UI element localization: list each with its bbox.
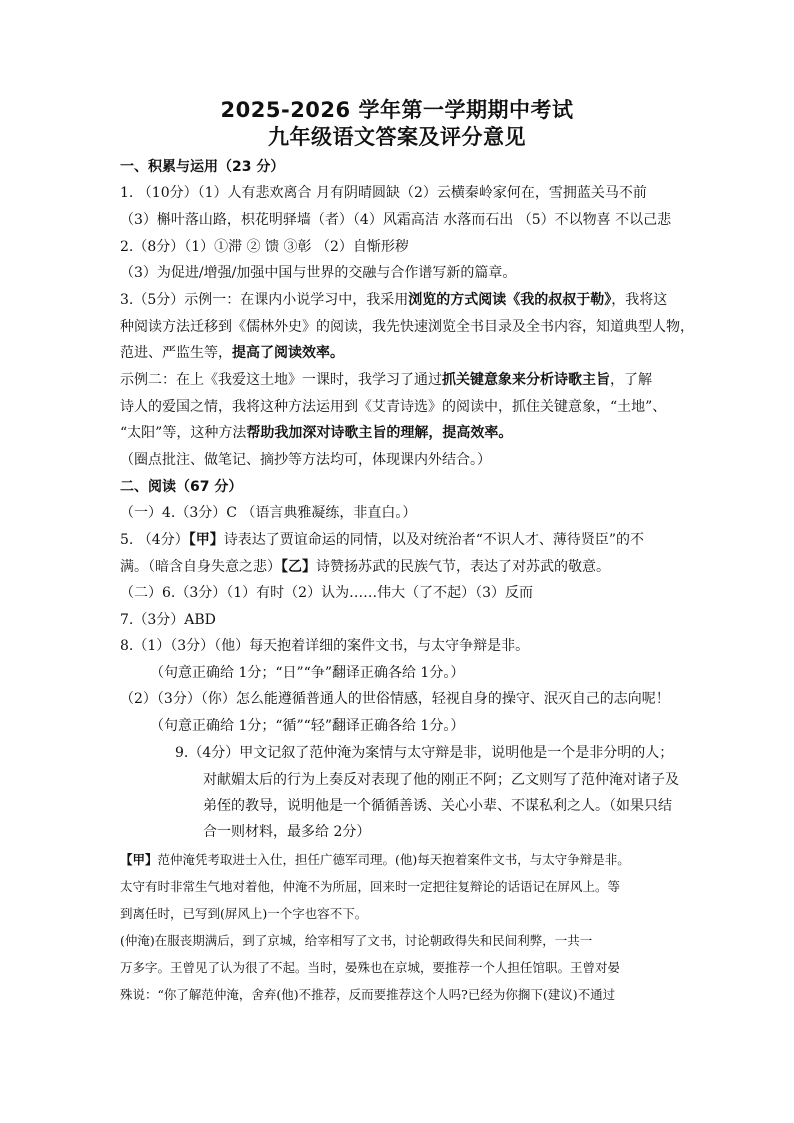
q5-line1: [120, 531, 644, 549]
exam-title: 2025-2026 学年第一学期期中考试: [220, 98, 574, 122]
q9-line4: 合一则材料，最多给 2分）: [203, 824, 371, 840]
q2-line2: （3）为促进/增强/加强中国与世界的交融与合作谱写新的篇章。: [120, 265, 517, 281]
translation-line5: 万多字。王曾见了认为很了不起。当时，晏殊也在京城，要推荐一个人担任馆职。王曾对晏: [120, 960, 621, 975]
q5-line2-a: 满。（暗含自身失意之悲）: [120, 559, 281, 575]
section1-heading: 一、积累与运用（23 分）: [120, 159, 285, 175]
q3-line1: [120, 291, 667, 309]
q5-line2-b: 诗赞扬苏武的民族气节，表达了对苏武的敬意。: [316, 559, 610, 575]
q9-line2: 对献媚太后的行为上奏反对表现了他的刚正不阿；乙文则写了范仲淹对诸子及: [203, 772, 679, 788]
q1-line2: （3）槲叶落山路，枳花明驿墙（者）（4）风霜高洁 水落而石出 （5）不以物喜 不以己悲: [120, 212, 672, 228]
q3-line5: 诗人的爱国之情，我将这种方法运用到《艾青诗选》的阅读中，抓住关键意象，“土地”、: [120, 399, 667, 415]
translation-line4: (仲淹)在服丧期满后，到了京城，给宰相写了文书，讨论朝政得失和民间利弊，一共一: [120, 933, 593, 948]
q8-line1: 8.（1）（3分）（他）每天抱着详细的案件文书，与太守争辩是非。: [120, 638, 530, 654]
q3-line2: 种阅读方法迁移到《儒林外史》的阅读，我先快速浏览全书目录及全书内容，知道典型人物，: [120, 319, 694, 335]
q5-line1-a: 5. （4分）: [120, 532, 189, 548]
q3-line1-c: ，我将这: [611, 292, 668, 308]
q8-line4: （句意正确给 1分；“循”“轻”翻译正确各给 1分。）: [150, 718, 465, 734]
q3-line6-a: “太阳”等，这种方法: [120, 425, 247, 441]
q1-line1: 1. （10分）（1）人有悲欢离合 月有阴晴圆缺（2）云横秦岭家何在，雪拥蓝关马不前: [120, 185, 647, 201]
q2-line1: 2.（8分）（1）①滞 ② 馈 ③彰 （2）自惭形秽: [120, 239, 409, 255]
q3-line3: [120, 344, 344, 362]
translation-jia-mark: 【甲】: [120, 852, 158, 867]
q3-line1-a: 3.（5分）示例一：在课内小说学习中，我采用: [120, 292, 409, 308]
q3-line6: [120, 424, 512, 442]
q3-line4-bold: 抓关键意象来分析诗歌主旨: [442, 372, 610, 388]
translation-line1: [120, 852, 630, 868]
exam-subtitle: 九年级语文答案及评分意见: [268, 125, 526, 149]
q9-line1: 9.（4分）甲文记叙了范仲淹为案情与太守辩是非，说明他是一个是非分明的人；: [175, 745, 674, 761]
q6-line: （二）6.（3分）（1）有时（2）认为……伟大（了不起）（3）反而: [120, 585, 533, 601]
q9-line3: 弟侄的教导，说明他是一个循循善诱、关心小辈、不谋私利之人。（如果只结: [203, 798, 672, 814]
q8-line2: （句意正确给 1分；“日”“争”翻译正确各给 1分。）: [150, 665, 465, 681]
translation-line6: 殊说：“你了解范仲淹，舍弃(他)不推荐，反而要推荐这个人吗?已经为你搁下(建议)不通过: [120, 987, 616, 1002]
translation-line2: 太守有时非常生气地对着他，仲淹不为所屈，回来时一定把往复辩论的话语记在屏风上。等: [120, 879, 621, 894]
q7-line: 7.（3分）ABD: [120, 612, 216, 628]
q3-line4: [120, 371, 652, 389]
q5-line1-b: 诗表达了贾谊命运的同情，以及对统治者“不识人才、薄待贤臣”的不: [223, 532, 645, 548]
q5-yi-mark: 【乙】: [281, 559, 316, 575]
translation-line1-text: 范仲淹凭考取进士入仕，担任广德军司理。(他)每天抱着案件文书，与太守争辩是非。: [157, 852, 630, 867]
q8-line3: （2）（3分）（你）怎么能遵循普通人的世俗情感，轻视自身的操守、泯灭自己的志向呢！: [120, 691, 670, 707]
section2-heading: 二、阅读（67 分）: [120, 479, 243, 495]
translation-line3: 到离任时，已写到(屏风上)一个字也容不下。: [120, 906, 368, 921]
q3-line6-bold: 帮助我加深对诗歌主旨的理解，提高效率。: [246, 425, 513, 441]
q3-line4-a: 示例二：在上《我爱这土地》一课时，我学习了通过: [120, 372, 442, 388]
q5-line2: [120, 558, 610, 576]
q3-line1-bold: 浏览的方式阅读《我的叔叔于勒》: [408, 292, 612, 308]
q4-line: （一）4.（3分）C （语言典雅凝练，非直白。）: [120, 505, 417, 521]
q3-line3-bold: 提高了阅读效率。: [232, 345, 344, 361]
q3-line7: （圈点批注、做笔记、摘抄等方法均可，体现课内外结合。）: [120, 452, 491, 468]
q3-line4-c: ，了解: [610, 372, 652, 388]
q3-line3-a: 范进、严监生等，: [120, 345, 232, 361]
q5-jia-mark: 【甲】: [188, 532, 224, 548]
